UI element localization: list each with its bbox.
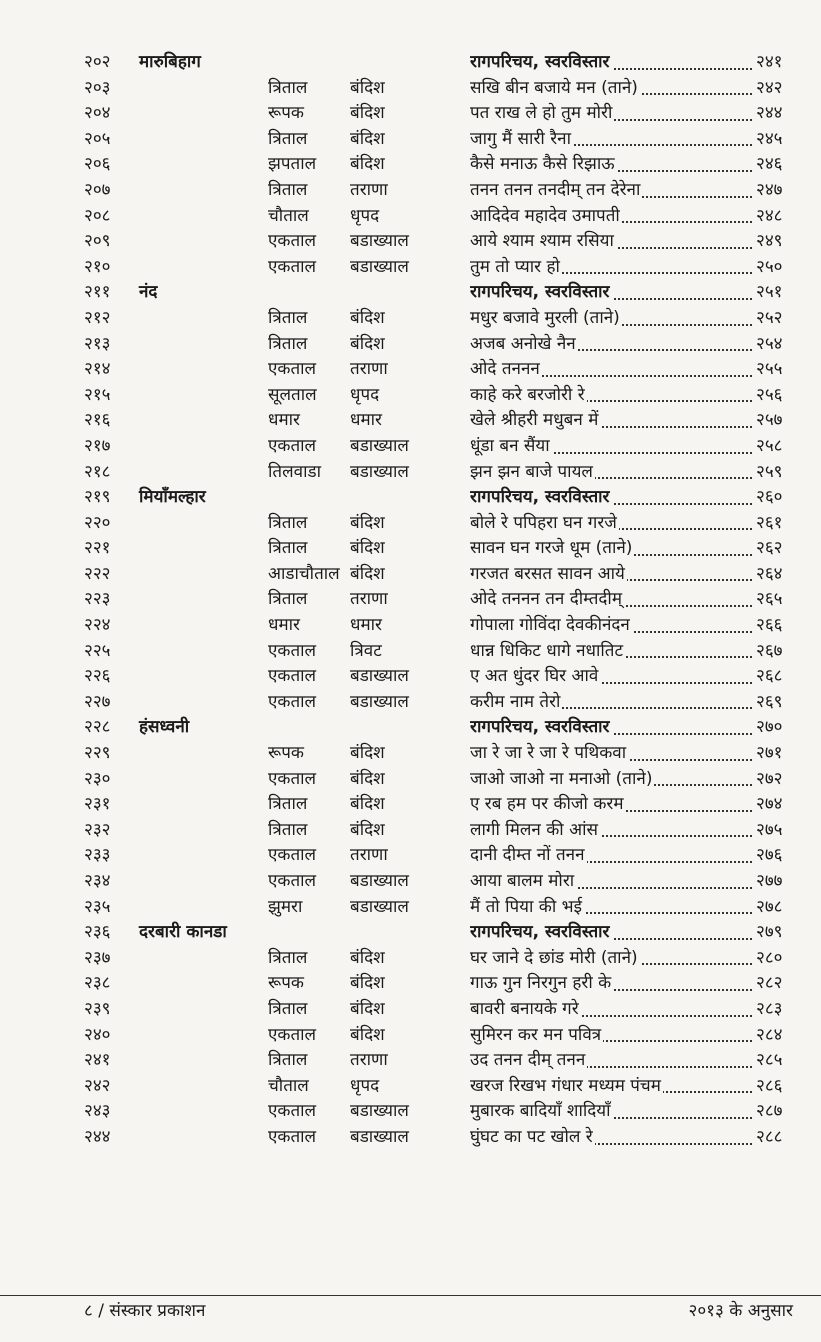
page-number: २५२ — [756, 307, 783, 328]
toc-row — [0, 511, 821, 537]
taal-name: चौताल — [268, 205, 309, 226]
entry-number: २२४ — [84, 615, 111, 636]
entry-title: जागु मैं सारी रैना — [470, 128, 572, 149]
entry-title-cell — [470, 613, 752, 639]
composition-form: बंदिश — [350, 743, 385, 764]
entry-number: २०८ — [84, 205, 111, 226]
raga-heading-row — [0, 50, 821, 76]
taal-name: एकताल — [268, 666, 317, 687]
entry-title-cell — [470, 434, 752, 460]
entry-title: जाओ जाओ ना मनाओ (ताने) — [470, 768, 653, 789]
entry-title-cell — [470, 280, 752, 306]
toc-row — [0, 792, 821, 818]
entry-number: २३० — [84, 768, 111, 789]
entry-number: २२३ — [84, 589, 111, 610]
entry-number: २२२ — [84, 563, 111, 584]
entry-title: धान्न धिकिट धागे नधातिट — [470, 640, 624, 661]
composition-form: बडाख्याल — [350, 231, 409, 252]
entry-number: २३७ — [84, 947, 111, 968]
toc-row — [0, 997, 821, 1023]
entry-number: २०५ — [84, 128, 111, 149]
composition-form: बंदिश — [350, 563, 385, 584]
taal-name: झपताल — [268, 154, 317, 175]
raga-heading-row — [0, 715, 821, 741]
entry-title-cell — [470, 408, 752, 434]
entry-title: रागपरिचय, स्वरविस्तार — [470, 717, 610, 738]
page-number: २५४ — [756, 333, 783, 354]
entry-number: २२७ — [84, 691, 111, 712]
entry-title: सुमिरन कर मन पवित्र — [470, 1024, 602, 1045]
page-number: २७९ — [756, 922, 783, 943]
page-number: २८० — [756, 947, 783, 968]
entry-title: काहे करे बरजोरी रे — [470, 384, 585, 405]
page-number: २७६ — [756, 845, 783, 866]
entry-title-cell — [470, 306, 752, 332]
page-number: २४८ — [756, 205, 783, 226]
taal-name: रूपक — [268, 743, 304, 764]
composition-form: त्रिवट — [350, 640, 382, 661]
taal-name: एकताल — [268, 1101, 317, 1122]
toc-row — [0, 869, 821, 895]
table-of-contents — [0, 50, 821, 1151]
composition-form: बडाख्याल — [350, 896, 409, 917]
entry-title-cell — [470, 997, 752, 1023]
composition-form: बंदिश — [350, 154, 385, 175]
entry-title-cell — [470, 639, 752, 665]
taal-name: एकताल — [268, 1126, 317, 1147]
toc-row — [0, 536, 821, 562]
composition-form: बंदिश — [350, 768, 385, 789]
page-number: २५६ — [756, 384, 783, 405]
toc-row — [0, 127, 821, 153]
raga-name: मियाँमल्हार — [139, 487, 206, 508]
entry-title: रागपरिचय, स्वरविस्तार — [470, 487, 610, 508]
entry-title-cell — [470, 664, 752, 690]
raga-name: नंद — [139, 282, 158, 303]
taal-name: त्रिताल — [268, 819, 308, 840]
composition-form: बंदिश — [350, 128, 385, 149]
page-number: २६८ — [756, 666, 783, 687]
entry-number: २३३ — [84, 845, 111, 866]
composition-form: धृपद — [350, 1075, 380, 1096]
page-number: २५५ — [756, 359, 783, 380]
toc-row — [0, 946, 821, 972]
composition-form: बंदिश — [350, 794, 385, 815]
taal-name: त्रिताल — [268, 998, 308, 1019]
entry-title-cell — [470, 869, 752, 895]
toc-row — [0, 1023, 821, 1049]
page-number: २८८ — [756, 1126, 783, 1147]
page-number: २७१ — [756, 743, 783, 764]
page-number: २४९ — [756, 231, 783, 252]
toc-row — [0, 178, 821, 204]
taal-name: एकताल — [268, 871, 317, 891]
entry-title: मैं तो पिया की भई — [470, 896, 582, 917]
entry-title-cell — [470, 690, 752, 716]
taal-name: एकताल — [268, 640, 317, 661]
entry-title-cell — [470, 741, 752, 767]
entry-title-cell — [470, 204, 752, 230]
entry-number: २२८ — [84, 717, 111, 738]
toc-row — [0, 460, 821, 486]
composition-form: बंदिश — [350, 819, 385, 840]
entry-title-cell — [470, 460, 752, 486]
entry-title-cell — [470, 792, 752, 818]
entry-title: आदिदेव महादेव उमापती — [470, 205, 620, 226]
entry-title: रागपरिचय, स्वरविस्तार — [470, 52, 610, 72]
taal-name: झुमरा — [268, 896, 303, 917]
page-number: २६७ — [756, 640, 783, 661]
page-number: २४२ — [756, 77, 783, 98]
taal-name: त्रिताल — [268, 794, 308, 815]
toc-row — [0, 639, 821, 665]
taal-name: एकताल — [268, 231, 317, 252]
toc-row — [0, 741, 821, 767]
page-number: २४५ — [756, 128, 783, 149]
entry-number: २३२ — [84, 819, 111, 840]
entry-title: रागपरिचय, स्वरविस्तार — [470, 282, 610, 303]
taal-name: तिलवाडा — [268, 461, 321, 482]
entry-title-cell — [470, 152, 752, 178]
entry-title-cell — [470, 946, 752, 972]
entry-title: खरज रिखभ गंधार मध्यम पंचम — [470, 1075, 661, 1096]
entry-number: २१६ — [84, 410, 111, 431]
taal-name: एकताल — [268, 768, 317, 789]
page-number: २७५ — [756, 819, 783, 840]
entry-number: २४२ — [84, 1075, 111, 1096]
entry-number: २३५ — [84, 896, 111, 917]
entry-title-cell — [470, 50, 752, 76]
entry-number: २१४ — [84, 359, 111, 380]
entry-title-cell — [470, 1125, 752, 1151]
entry-title: तुम तो प्यार हो — [470, 256, 560, 277]
entry-title-cell — [470, 332, 752, 358]
entry-title-cell — [470, 971, 752, 997]
page-number: २७२ — [756, 768, 783, 789]
entry-title: आये श्याम श्याम रसिया — [470, 231, 614, 252]
page-number: २४४ — [756, 103, 783, 124]
entry-number: २०४ — [84, 103, 111, 124]
composition-form: तराणा — [350, 359, 388, 380]
entry-number: २१९ — [84, 487, 111, 508]
page-number: २४६ — [756, 154, 783, 175]
entry-title-cell — [470, 178, 752, 204]
composition-form: बडाख्याल — [350, 691, 409, 712]
toc-row — [0, 587, 821, 613]
entry-title: जा रे जा रे जा रे पथिकवा — [470, 743, 627, 764]
entry-title-cell — [470, 767, 752, 793]
page-number: २८७ — [756, 1101, 783, 1122]
toc-row — [0, 434, 821, 460]
raga-heading-row — [0, 485, 821, 511]
entry-title: कैसे मनाऊ कैसे रिझाऊ — [470, 154, 615, 175]
taal-name: एकताल — [268, 1024, 317, 1045]
entry-title-cell — [470, 76, 752, 102]
composition-form: बंदिश — [350, 998, 385, 1019]
entry-title-cell — [470, 511, 752, 537]
toc-row — [0, 204, 821, 230]
entry-title: दानी दीम्त नों तनन — [470, 845, 585, 866]
toc-row — [0, 306, 821, 332]
entry-title-cell — [470, 1099, 752, 1125]
taal-name: सूलताल — [268, 384, 317, 405]
page-number: २५७ — [756, 410, 783, 431]
entry-number: २३१ — [84, 794, 111, 815]
entry-number: २२५ — [84, 640, 111, 661]
entry-title: बोले रे पपिहरा घन गरजे — [470, 512, 617, 533]
entry-number: २०२ — [84, 52, 111, 72]
page-number: २६१ — [756, 512, 783, 533]
page-number: २४१ — [756, 52, 783, 72]
raga-heading-row — [0, 920, 821, 946]
composition-form: धृपद — [350, 384, 380, 405]
entry-title: झन झन बाजे पायल — [470, 461, 593, 482]
taal-name: रूपक — [268, 103, 304, 124]
entry-title: मुबारक बादियाँ शादियाँ — [470, 1101, 611, 1122]
composition-form: बंदिश — [350, 973, 385, 994]
composition-form: धमार — [350, 615, 382, 636]
entry-title: तनन तनन तनदीम् तन देरेना — [470, 179, 641, 200]
page-number: २५९ — [756, 461, 783, 482]
entry-title-cell — [470, 101, 752, 127]
raga-name: हंसध्वनी — [139, 717, 190, 738]
composition-form: बंदिश — [350, 333, 385, 354]
entry-title-cell — [470, 715, 752, 741]
taal-name: एकताल — [268, 435, 317, 456]
composition-form: धृपद — [350, 205, 380, 226]
page-number: २७४ — [756, 794, 783, 815]
page-number: २५० — [756, 256, 783, 277]
composition-form: बडाख्याल — [350, 1126, 409, 1147]
taal-name: एकताल — [268, 359, 317, 380]
composition-form: बडाख्याल — [350, 461, 409, 482]
composition-form: बडाख्याल — [350, 435, 409, 456]
toc-row — [0, 895, 821, 921]
entry-number: २१२ — [84, 307, 111, 328]
toc-row — [0, 76, 821, 102]
composition-form: तराणा — [350, 1050, 388, 1071]
composition-form: तराणा — [350, 589, 388, 610]
entry-title: गोपाला गोविंदा देवकीनंदन — [470, 615, 630, 636]
entry-title: सावन घन गरजे धूम (ताने) — [470, 538, 633, 559]
entry-number: २१७ — [84, 435, 111, 456]
entry-title: मधुर बजावे मुरली (ताने) — [470, 307, 620, 328]
toc-row — [0, 1074, 821, 1100]
taal-name: त्रिताल — [268, 512, 308, 533]
page-number: २७८ — [756, 896, 783, 917]
raga-heading-row — [0, 280, 821, 306]
entry-title: सखि बीन बजाये मन (ताने) — [470, 77, 638, 98]
taal-name: त्रिताल — [268, 947, 308, 968]
taal-name: धमार — [268, 615, 300, 636]
entry-number: २२१ — [84, 538, 111, 559]
page-number: २६९ — [756, 691, 783, 712]
entry-title-cell — [470, 1074, 752, 1100]
taal-name: त्रिताल — [268, 307, 308, 328]
toc-row — [0, 101, 821, 127]
taal-name: एकताल — [268, 845, 317, 866]
entry-title: रागपरिचय, स्वरविस्तार — [470, 922, 610, 943]
entry-title: ओदे तननन तन दीम्तदीम् — [470, 589, 622, 610]
composition-form: बंदिश — [350, 538, 385, 559]
taal-name: त्रिताल — [268, 1050, 308, 1071]
entry-title-cell — [470, 127, 752, 153]
page-number: २८३ — [756, 998, 783, 1019]
entry-number: २३४ — [84, 871, 111, 891]
entry-number: २२० — [84, 512, 111, 533]
entry-title-cell — [470, 485, 752, 511]
entry-number: २०९ — [84, 231, 111, 252]
entry-title-cell — [470, 843, 752, 869]
entry-title-cell — [470, 255, 752, 281]
entry-title: लागी मिलन की आंस — [470, 819, 598, 840]
composition-form: तराणा — [350, 179, 388, 200]
composition-form: तराणा — [350, 845, 388, 866]
toc-row — [0, 664, 821, 690]
footer-publisher: ८ / संस्कार प्रकाशन — [84, 1301, 206, 1321]
entry-number: २४४ — [84, 1126, 111, 1147]
toc-row — [0, 613, 821, 639]
toc-row — [0, 408, 821, 434]
entry-number: २४० — [84, 1024, 111, 1045]
taal-name: त्रिताल — [268, 179, 308, 200]
entry-title-cell — [470, 383, 752, 409]
entry-number: २१३ — [84, 333, 111, 354]
entry-number: २०७ — [84, 179, 111, 200]
entry-title-cell — [470, 357, 752, 383]
entry-title-cell — [470, 229, 752, 255]
page-number: २६६ — [756, 615, 783, 636]
entry-title-cell — [470, 895, 752, 921]
entry-number: २४१ — [84, 1050, 111, 1071]
toc-row — [0, 357, 821, 383]
toc-row — [0, 1048, 821, 1074]
entry-title: घर जाने दे छांड मोरी (ताने) — [470, 947, 638, 968]
entry-number: २२६ — [84, 666, 111, 687]
taal-name: आडाचौताल — [268, 563, 340, 584]
entry-number: २१० — [84, 256, 111, 277]
page-number: २५१ — [756, 282, 783, 303]
page-number: २५८ — [756, 435, 783, 456]
page-number: २६५ — [756, 589, 783, 610]
taal-name: त्रिताल — [268, 77, 308, 98]
toc-row — [0, 152, 821, 178]
entry-title: अजब अनोखे नैन — [470, 333, 576, 354]
entry-number: २११ — [84, 282, 111, 303]
page-number: २७७ — [756, 871, 783, 891]
entry-title: गाऊ गुन निरगुन हरी के — [470, 973, 612, 994]
taal-name: त्रिताल — [268, 333, 308, 354]
composition-form: बडाख्याल — [350, 256, 409, 277]
taal-name: त्रिताल — [268, 128, 308, 149]
entry-title: घुंघट का पट खोल रे — [470, 1126, 593, 1147]
toc-row — [0, 1125, 821, 1151]
entry-title: आया बालम मोरा — [470, 871, 575, 891]
toc-row — [0, 843, 821, 869]
entry-number: २३८ — [84, 973, 111, 994]
taal-name: त्रिताल — [268, 538, 308, 559]
entry-title-cell — [470, 1048, 752, 1074]
composition-form: बंदिश — [350, 1024, 385, 1045]
entry-title-cell — [470, 1023, 752, 1049]
entry-title-cell — [470, 536, 752, 562]
entry-title: ओदे तननन — [470, 359, 540, 380]
entry-title: ए रब हम पर कीजो करम — [470, 794, 624, 815]
taal-name: धमार — [268, 410, 300, 431]
entry-number: २१५ — [84, 384, 111, 405]
entry-number: २१८ — [84, 461, 111, 482]
composition-form: बडाख्याल — [350, 1101, 409, 1122]
taal-name: एकताल — [268, 256, 317, 277]
page-number: २६० — [756, 487, 783, 508]
composition-form: बडाख्याल — [350, 666, 409, 687]
page-number: २४७ — [756, 179, 783, 200]
entry-title: पत राख ले हो तुम मोरी — [470, 103, 613, 124]
entry-title: ए अत धुंदर घिर आवे — [470, 666, 599, 687]
page-number: २८२ — [756, 973, 783, 994]
entry-number: २३९ — [84, 998, 111, 1019]
page-number: २८५ — [756, 1050, 783, 1071]
page-number: २६४ — [756, 563, 783, 584]
composition-form: बडाख्याल — [350, 871, 409, 891]
entry-number: २३६ — [84, 922, 111, 943]
toc-row — [0, 818, 821, 844]
composition-form: धमार — [350, 410, 382, 431]
toc-row — [0, 229, 821, 255]
entry-title-cell — [470, 818, 752, 844]
toc-row — [0, 383, 821, 409]
page-number: २८४ — [756, 1024, 783, 1045]
toc-row — [0, 255, 821, 281]
entry-number: २२९ — [84, 743, 111, 764]
taal-name: रूपक — [268, 973, 304, 994]
toc-row — [0, 971, 821, 997]
entry-title-cell — [470, 562, 752, 588]
page-number: २६२ — [756, 538, 783, 559]
entry-number: २४३ — [84, 1101, 111, 1122]
entry-title: करीम नाम तेरो — [470, 691, 561, 712]
composition-form: बंदिश — [350, 512, 385, 533]
entry-title: धूंडा बन सैंया — [470, 435, 550, 456]
toc-row — [0, 690, 821, 716]
composition-form: बंदिश — [350, 77, 385, 98]
entry-title-cell — [470, 920, 752, 946]
entry-number: २०६ — [84, 154, 111, 175]
taal-name: चौताल — [268, 1075, 309, 1096]
entry-title: खेले श्रीहरी मधुबन में — [470, 410, 599, 431]
entry-title-cell — [470, 587, 752, 613]
toc-row — [0, 562, 821, 588]
composition-form: बंदिश — [350, 947, 385, 968]
raga-name: दरबारी कानडा — [139, 922, 227, 943]
toc-row — [0, 332, 821, 358]
taal-name: एकताल — [268, 691, 317, 712]
raga-name: मारुबिहाग — [139, 52, 201, 72]
entry-number: २०३ — [84, 77, 111, 98]
composition-form: बंदिश — [350, 307, 385, 328]
page-number: २७० — [756, 717, 783, 738]
footer-edition: २०१३ के अनुसार — [688, 1301, 793, 1321]
toc-row — [0, 767, 821, 793]
entry-title: बावरी बनायके गरे — [470, 998, 579, 1019]
page-number: २८६ — [756, 1075, 783, 1096]
composition-form: बंदिश — [350, 103, 385, 124]
entry-title: गरजत बरसत सावन आये — [470, 563, 625, 584]
entry-title: उद तनन दीम् तनन — [470, 1050, 586, 1071]
taal-name: त्रिताल — [268, 589, 308, 610]
toc-row — [0, 1099, 821, 1125]
